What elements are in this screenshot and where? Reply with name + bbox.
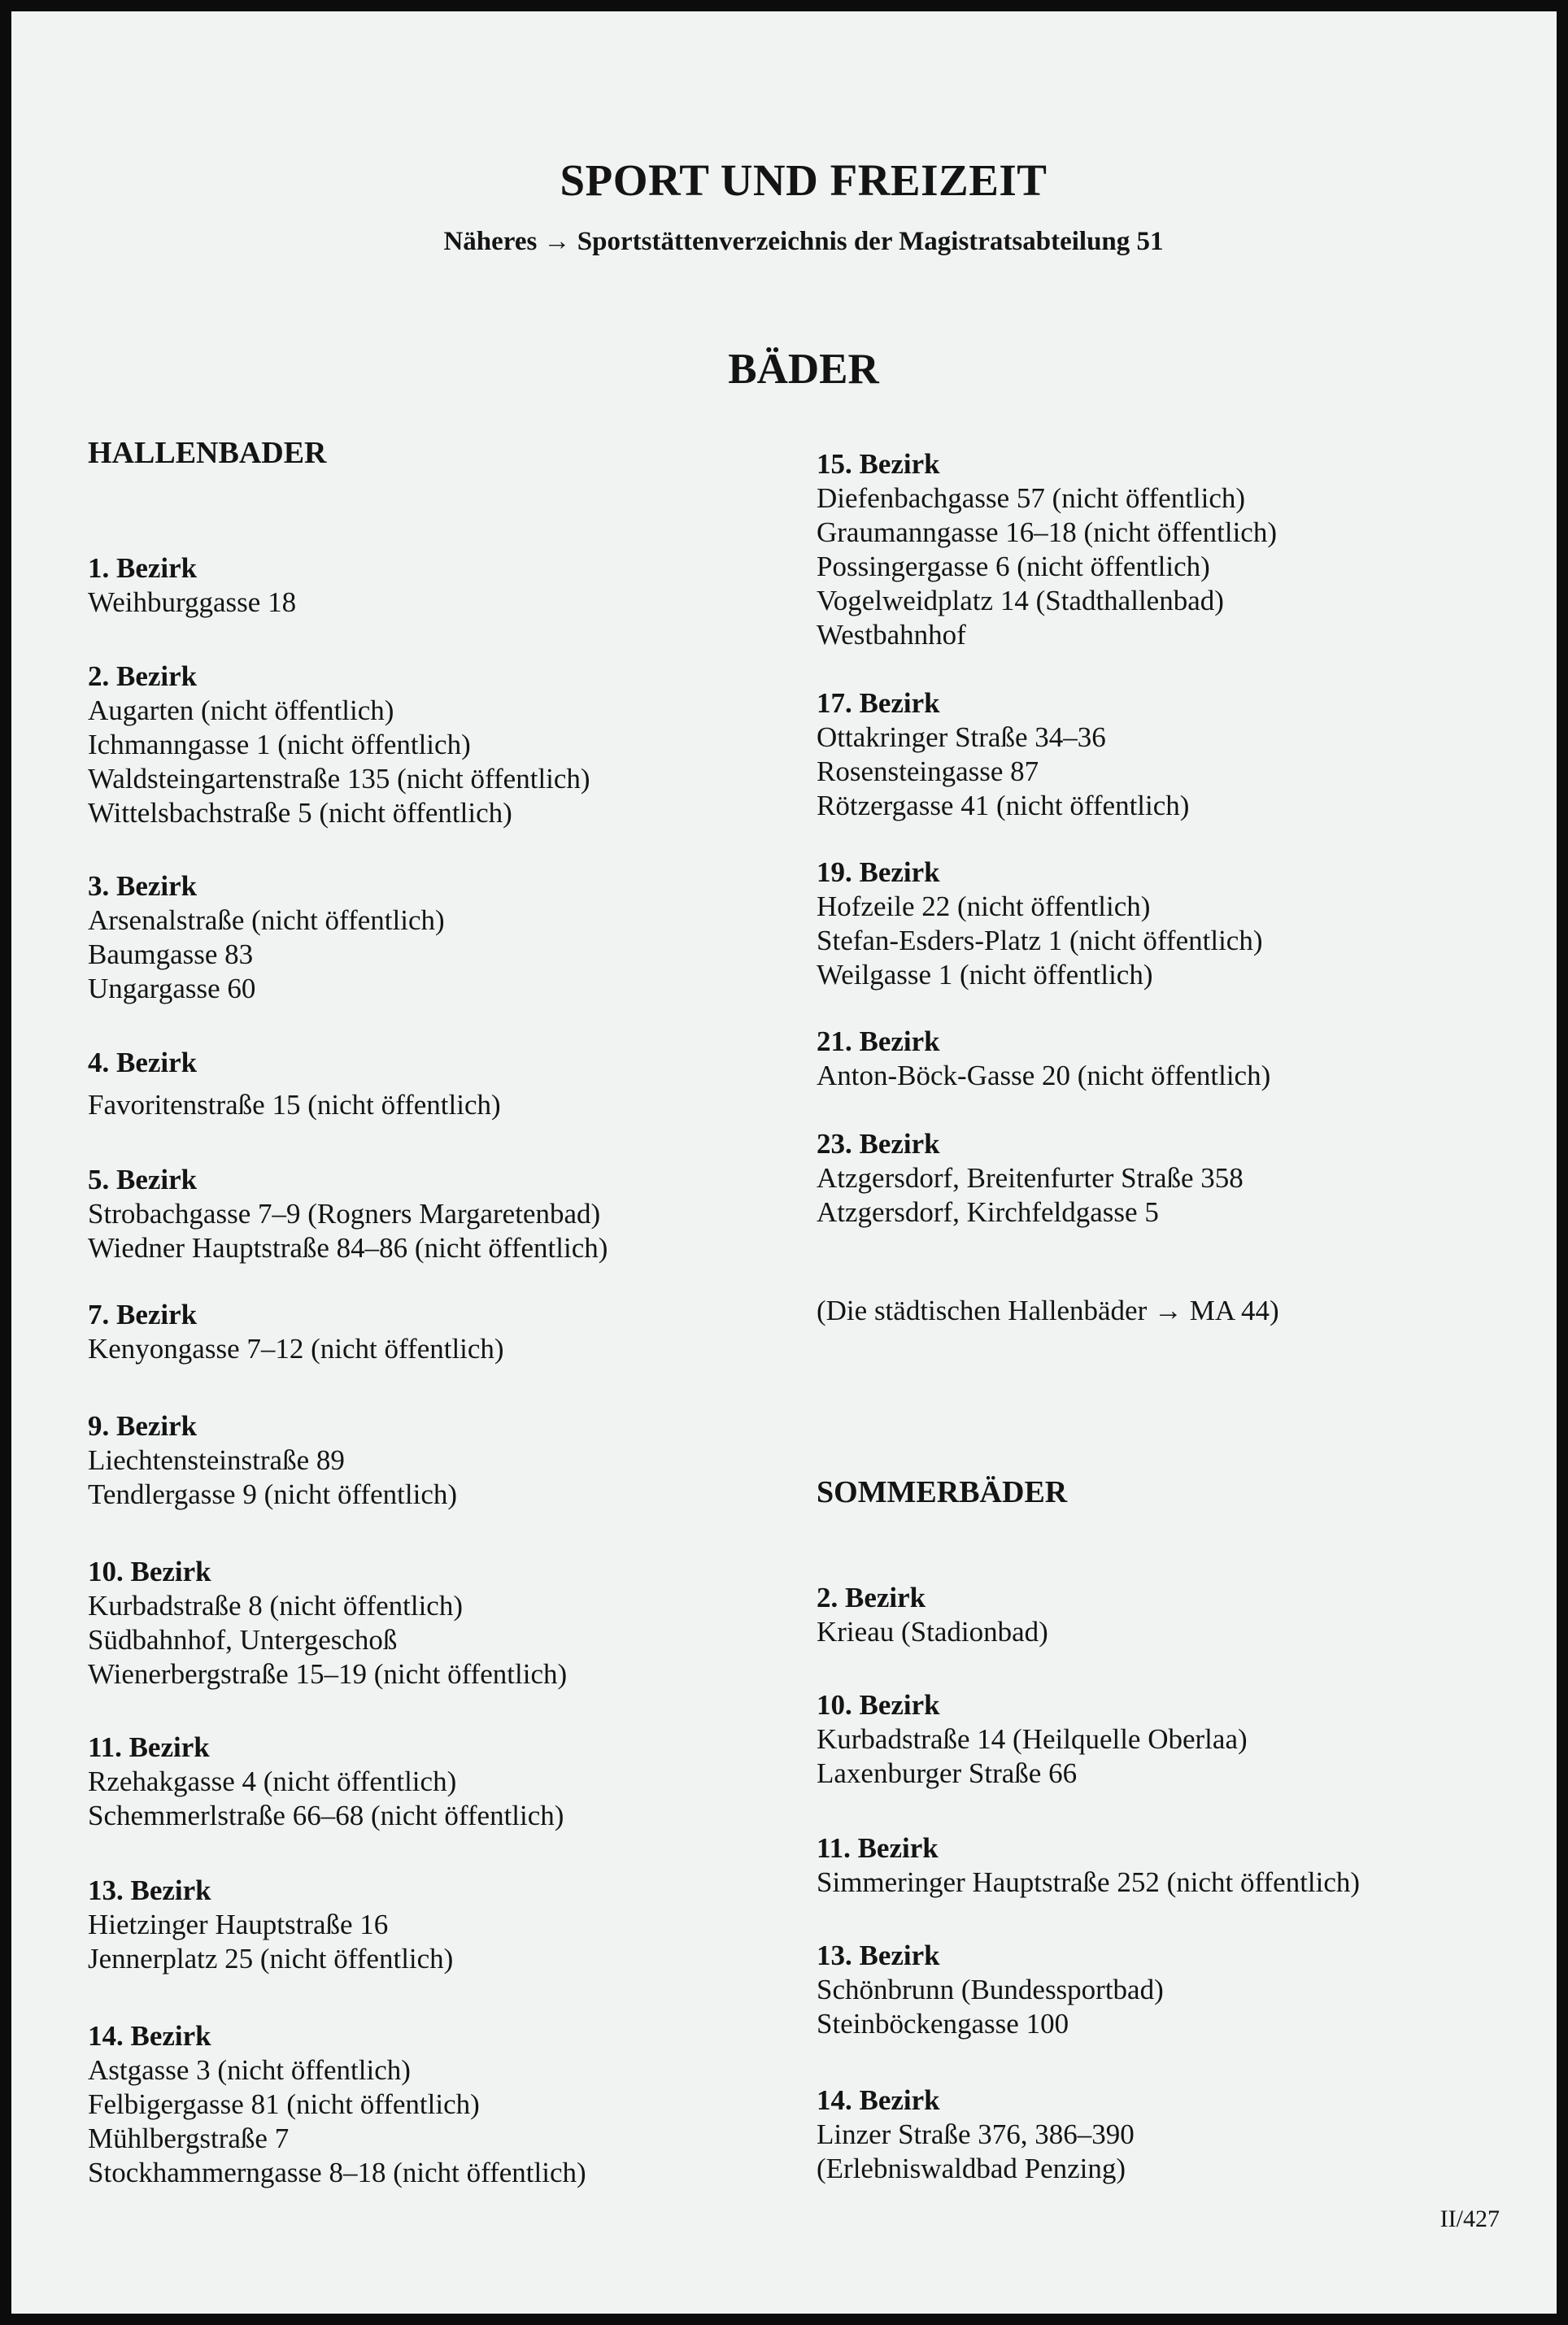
address-entry: Krieau (Stadionbad) [817, 1616, 1048, 1648]
address-entry: Stockhammerngasse 8–18 (nicht öffentlich) [88, 2157, 586, 2188]
address-entry: Jennerplatz 25 (nicht öffentlich) [88, 1943, 454, 1975]
address-entry: Vogelweidplatz 14 (Stadthallenbad) [817, 585, 1224, 616]
district-group [88, 1163, 608, 1265]
district-group [817, 1127, 1244, 1230]
district-name: 11. Bezirk [88, 1731, 210, 1763]
district-name: 9. Bezirk [88, 1410, 198, 1442]
address-entry: Tendlergasse 9 (nicht öffentlich) [88, 1478, 458, 1510]
district-name: 10. Bezirk [817, 1689, 940, 1721]
district-name: 5. Bezirk [88, 1164, 198, 1195]
address-entry: Rzehakgasse 4 (nicht öffentlich) [88, 1766, 457, 1797]
address-entry: Rosensteingasse 87 [817, 755, 1039, 787]
district-name: 19. Bezirk [817, 856, 940, 888]
address-entry: Mühlbergstraße 7 [88, 2123, 290, 2154]
district-group [88, 1298, 504, 1366]
address-entry: Hofzeile 22 (nicht öffentlich) [817, 890, 1151, 922]
district-group [817, 1939, 1164, 2041]
district-group [88, 2019, 586, 2190]
district-group [88, 1555, 567, 1692]
address-entry: Astgasse 3 (nicht öffentlich) [88, 2054, 411, 2086]
district-name: 21. Bezirk [817, 1025, 940, 1057]
address-entry: Linzer Straße 376, 386–390 [817, 2118, 1135, 2150]
district-group [88, 1731, 564, 1833]
address-entry: Kurbadstraße 14 (Heilquelle Oberlaa) [817, 1723, 1248, 1755]
address-entry: Possingergasse 6 (nicht öffentlich) [817, 551, 1210, 582]
address-entry: Kenyongasse 7–12 (nicht öffentlich) [88, 1333, 504, 1365]
district-name: 2. Bezirk [817, 1582, 926, 1613]
address-entry: Steinböckengasse 100 [817, 2008, 1069, 2040]
district-group [817, 1688, 1248, 1791]
address-entry: Weilgasse 1 (nicht öffentlich) [817, 959, 1153, 991]
page-title: SPORT UND FREIZEIT [560, 155, 1048, 205]
address-entry: Anton-Böck-Gasse 20 (nicht öffentlich) [817, 1060, 1271, 1091]
district-name: 11. Bezirk [817, 1832, 939, 1864]
address-entry: Hietzinger Hauptstraße 16 [88, 1909, 389, 1940]
district-group [817, 2083, 1135, 2186]
district-group [88, 869, 445, 1006]
address-entry: Ottakringer Straße 34–36 [817, 721, 1106, 753]
address-entry: Strobachgasse 7–9 (Rogners Margaretenbad) [88, 1198, 601, 1230]
district-group [817, 1581, 1048, 1649]
address-entry: Laxenburger Straße 66 [817, 1757, 1078, 1789]
district-group [88, 551, 296, 620]
address-entry: Atzgersdorf, Breitenfurter Straße 358 [817, 1162, 1244, 1194]
address-entry: Favoritenstraße 15 (nicht öffentlich) [88, 1089, 501, 1121]
page-number: II/427 [1440, 2205, 1500, 2232]
district-group [817, 686, 1189, 823]
address-entry: Schönbrunn (Bundessportbad) [817, 1974, 1164, 2005]
district-name: 10. Bezirk [88, 1556, 211, 1587]
district-name: 13. Bezirk [817, 1940, 940, 1971]
district-name: 7. Bezirk [88, 1299, 198, 1330]
district-name: 1. Bezirk [88, 552, 198, 584]
section-title: BÄDER [728, 346, 879, 393]
address-entry: Liechtensteinstraße 89 [88, 1444, 345, 1476]
address-entry: Westbahnhof [817, 619, 966, 651]
district-group [88, 660, 590, 830]
address-entry: Weihburggasse 18 [88, 586, 297, 618]
district-group [88, 1409, 457, 1512]
hallenbaeder-heading: HALLENBADER [88, 436, 327, 470]
district-name: 4. Bezirk [88, 1047, 198, 1078]
address-entry: (Erlebniswaldbad Penzing) [817, 2153, 1126, 2184]
district-group [817, 856, 1262, 992]
address-entry: Atzgersdorf, Kirchfeldgasse 5 [817, 1196, 1159, 1228]
address-entry: Rötzergasse 41 (nicht öffentlich) [817, 790, 1190, 821]
address-entry: Stefan-Esders-Platz 1 (nicht öffentlich) [817, 925, 1263, 956]
address-entry: Arsenalstraße (nicht öffentlich) [88, 904, 445, 936]
district-group [817, 447, 1277, 652]
address-entry: Augarten (nicht öffentlich) [88, 694, 394, 726]
address-entry: Wienerbergstraße 15–19 (nicht öffentlich) [88, 1658, 568, 1690]
address-entry: Schemmerlstraße 66–68 (nicht öffentlich) [88, 1800, 564, 1831]
district-group [817, 1831, 1360, 1900]
address-entry: Baumgasse 83 [88, 938, 254, 970]
district-name: 14. Bezirk [88, 2020, 211, 2052]
address-entry: Ungargasse 60 [88, 973, 256, 1004]
address-entry: Diefenbachgasse 57 (nicht öffentlich) [817, 482, 1246, 514]
address-entry: Ichmanngasse 1 (nicht öffentlich) [88, 729, 471, 760]
address-entry: Kurbadstraße 8 (nicht öffentlich) [88, 1590, 463, 1622]
address-entry: Waldsteingartenstraße 135 (nicht öffentlich) [88, 763, 590, 795]
page-subtitle: Näheres → Sportstättenverzeichnis der Magistratsabteilung 51 [443, 227, 1164, 256]
district-group [88, 1046, 501, 1122]
district-name: 2. Bezirk [88, 660, 198, 692]
district-name: 15. Bezirk [817, 448, 940, 480]
district-name: 17. Bezirk [817, 687, 940, 719]
address-entry: Wiedner Hauptstraße 84–86 (nicht öffentlich) [88, 1232, 608, 1264]
address-entry: Simmeringer Hauptstraße 252 (nicht öffentlich) [817, 1866, 1361, 1898]
sommerbaeder-heading: SOMMERBÄDER [817, 1475, 1068, 1509]
address-entry: Südbahnhof, Untergeschoß [88, 1624, 398, 1656]
district-group [817, 1025, 1270, 1093]
district-group [88, 1874, 453, 1976]
district-name: 13. Bezirk [88, 1874, 211, 1906]
address-entry: Wittelsbachstraße 5 (nicht öffentlich) [88, 797, 512, 829]
address-entry: Graumanngasse 16–18 (nicht öffentlich) [817, 516, 1277, 548]
hallenbaeder-note: (Die städtischen Hallenbäder → MA 44) [817, 1295, 1279, 1326]
document-page [11, 11, 1557, 2314]
district-name: 23. Bezirk [817, 1128, 940, 1160]
district-name: 3. Bezirk [88, 870, 198, 902]
district-name: 14. Bezirk [817, 2084, 940, 2116]
address-entry: Felbigergasse 81 (nicht öffentlich) [88, 2088, 480, 2120]
